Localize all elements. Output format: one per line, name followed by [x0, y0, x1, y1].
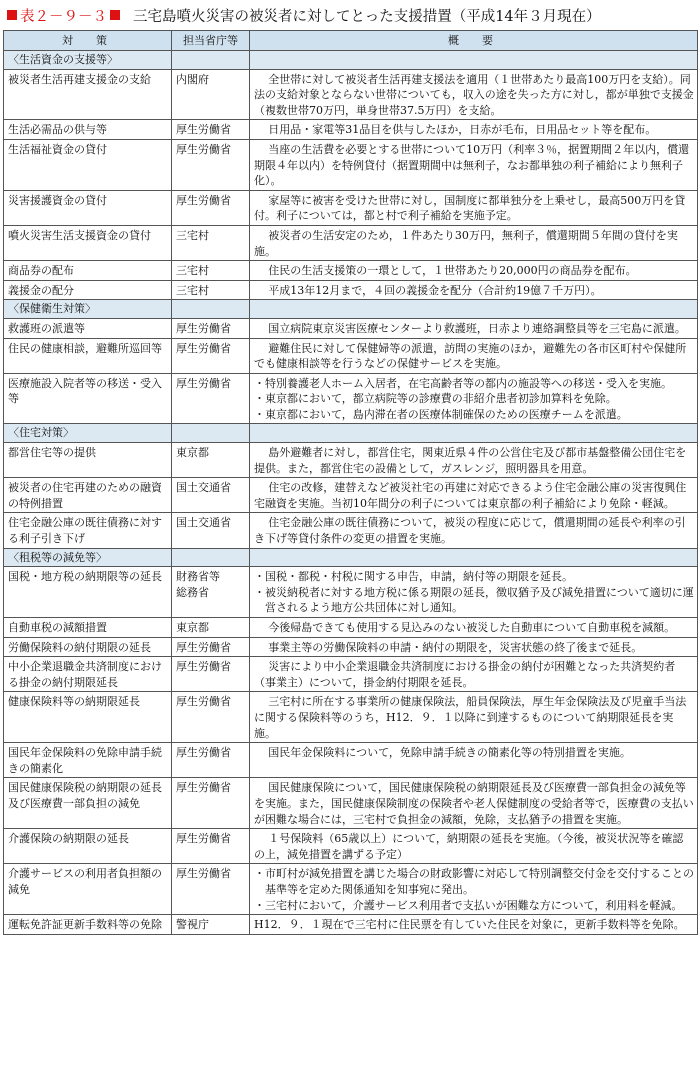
- summary-cell: [250, 743, 698, 778]
- summary-cell: [250, 338, 698, 373]
- section-blank: [250, 424, 698, 443]
- summary-text: ・三宅村において，介護サービス利用者で支払いが困難な方について，利用料を軽減。: [254, 898, 683, 912]
- agency-cell: 厚生労働省: [172, 338, 250, 373]
- measure-cell: 被災者生活再建支援金の支給: [4, 69, 172, 120]
- summary-text: 住民の生活支援策の一環として，１世帯あたり20,000円の商品券を配布。: [268, 264, 637, 278]
- measure-cell: 介護保険の納期限の延長: [4, 829, 172, 864]
- measure-cell: 自動車税の減額措置: [4, 618, 172, 638]
- header-agency: 担当省庁等: [172, 31, 250, 51]
- measure-cell: 生活必需品の供与等: [4, 120, 172, 140]
- summary-text: H12．９．１現在で三宅村に住民票を有していた住民を対象に，更新手数料等を免除。: [254, 918, 685, 932]
- agency-cell: 厚生労働省: [172, 743, 250, 778]
- measure-cell: 国民健康保険税の納期限の延長及び医療費一部負担の減免: [4, 778, 172, 829]
- section-row: [4, 548, 698, 567]
- table-row: [4, 373, 698, 424]
- summary-cell: [250, 139, 698, 190]
- agency-cell: 東京都: [172, 618, 250, 638]
- summary-cell: [250, 567, 698, 618]
- section-blank: [250, 51, 698, 70]
- header-measure: 対 策: [4, 31, 172, 51]
- agency-cell: 国土交通省: [172, 478, 250, 513]
- summary-text: 平成13年12月まで，４回の義援金を配分（合計約19億７千万円）。: [268, 283, 602, 297]
- table-row: [4, 338, 698, 373]
- summary-cell: [250, 657, 698, 692]
- section-title: 〈租税等の減免等〉: [4, 548, 172, 567]
- summary-cell: [250, 618, 698, 638]
- agency-cell: 厚生労働省: [172, 829, 250, 864]
- summary-text: 三宅村に所在する事業所の健康保険法，船員保険法，厚生年金保険法及び児童手当法に関する保険料等のうち，H12．９．１以降に到達するものについて納期限延長を実施。: [254, 695, 687, 740]
- measure-cell: 救護班の派遣等: [4, 318, 172, 338]
- summary-text: 国立病院東京災害医療センターより救護班，日赤より連絡調整員等を三宅島に派遣。: [268, 321, 686, 335]
- table-row: [4, 778, 698, 829]
- summary-text: 日用品・家電等31品目を供与したほか，日赤が毛布，日用品セット等を配布。: [268, 123, 657, 137]
- table-row: [4, 915, 698, 935]
- measure-cell: 国税・地方税の納期限等の延長: [4, 567, 172, 618]
- table-row: [4, 225, 698, 260]
- measure-cell: 災害援護資金の貸付: [4, 190, 172, 225]
- measure-cell: 医療施設入院者等の移送・受入等: [4, 373, 172, 424]
- measure-cell: 健康保険料等の納期限延長: [4, 692, 172, 743]
- measure-cell: 住民の健康相談，避難所巡回等: [4, 338, 172, 373]
- agency-cell: 厚生労働省: [172, 778, 250, 829]
- summary-cell: [250, 915, 698, 935]
- summary-text: 島外避難者に対し，都営住宅，関東近県４件の公営住宅及び都市基盤整備公団住宅を提供。また，都営住宅の設備として，ガスレンジ，照明器具を用意。: [254, 446, 687, 475]
- summary-text: 住宅金融公庫の既往債務について，被災の程度に応じて，償還期間の延長や利率の引き下げ等貸付条件の変更の措置を実施。: [254, 516, 686, 546]
- summary-text: 災害により中小企業退職金共済制度における掛金の納付が困難となった共済契約者（事業主）について，掛金納付期限を延長。: [254, 660, 676, 689]
- measure-cell: 住宅金融公庫の既往債務に対する利子引き下げ: [4, 513, 172, 548]
- table-row: [4, 280, 698, 300]
- section-blank: [172, 300, 250, 319]
- measure-cell: 生活福祉資金の貸付: [4, 139, 172, 190]
- summary-cell: [250, 280, 698, 300]
- support-measures-table: [3, 30, 698, 935]
- summary-cell: [250, 778, 698, 829]
- agency-cell: 内閣府: [172, 69, 250, 120]
- summary-cell: [250, 478, 698, 513]
- agency-cell: 厚生労働省: [172, 657, 250, 692]
- summary-text: 被災者の生活安定のため，１件あたり30万円，無利子，償還期間５年間の貸付を実施。: [254, 228, 678, 258]
- summary-cell: [250, 829, 698, 864]
- measure-cell: 都営住宅等の提供: [4, 443, 172, 478]
- table-caption: 三宅島噴火災害の被災者に対してとった支援措置（平成14年３月現在）: [133, 8, 601, 25]
- measure-cell: 義援金の配分: [4, 280, 172, 300]
- table-row: [4, 261, 698, 281]
- table-row: [4, 567, 698, 618]
- agency-cell: 厚生労働省: [172, 692, 250, 743]
- summary-text: 今後帰島できても使用する見込みのない被災した自動車について自動車税を減額。: [268, 621, 676, 634]
- agency-cell: 警視庁: [172, 915, 250, 935]
- table-row: [4, 829, 698, 864]
- summary-text: 当座の生活費を必要とする世帯について10万円（利率３％，据置期間２年以内，償還期限４年以内）を特例貸付（据置期間中は無利子，なお都単独の利子補給により無利子化）。: [254, 142, 690, 188]
- agency-cell: 厚生労働省: [172, 864, 250, 915]
- measure-cell: 被災者の住宅再建のための融資の特例措置: [4, 478, 172, 513]
- section-blank: [172, 51, 250, 70]
- summary-cell: [250, 443, 698, 478]
- agency-cell: 三宅村: [172, 225, 250, 260]
- agency-cell: 財務省等 総務省: [172, 567, 250, 618]
- measure-cell: 運転免許証更新手数料等の免除: [4, 915, 172, 935]
- summary-text: 国民健康保険について，国民健康保険税の納期限延長及び医療費一部負担金の減免等を実施。また，国民健康保険制度の保険者や老人保健制度の受給者等で，医療費の支払いが困難な場合には，三宅村で負担金の減額，免除，支払猶予の措置を実施。: [254, 781, 694, 826]
- table-row: [4, 139, 698, 190]
- table-title: [0, 0, 700, 30]
- agency-cell: 三宅村: [172, 261, 250, 281]
- table-row: [4, 478, 698, 513]
- red-square-icon: [7, 10, 17, 20]
- measure-cell: 中小企業退職金共済制度における掛金の納付期限延長: [4, 657, 172, 692]
- table-row: [4, 190, 698, 225]
- section-title: 〈生活資金の支援等〉: [4, 51, 172, 70]
- summary-text: ・市町村が減免措置を講じた場合の財政影響に対応して特別調整交付金を交付することの基準等を定めた関係通知を知事宛に発出。: [254, 867, 694, 896]
- summary-cell: [250, 261, 698, 281]
- summary-text: ・東京都において，都立病院等の診療費の非紹介患者初診加算料を免除。: [254, 392, 617, 406]
- measure-cell: 噴火災害生活支援資金の貸付: [4, 225, 172, 260]
- summary-text: ・特別養護老人ホーム入居者，在宅高齢者等の都内の施設等への移送・受入を実施。: [254, 376, 672, 390]
- table-row: [4, 657, 698, 692]
- table-row: [4, 637, 698, 657]
- summary-text: 国民年金保険料について，免除申請手続きの簡素化等の特別措置を実施。: [268, 746, 631, 760]
- header-summary: 概 要: [250, 31, 698, 51]
- table-row: [4, 743, 698, 778]
- summary-cell: [250, 120, 698, 140]
- summary-text: ・東京都において，島内滞在者の医療体制確保のための医療チームを派遣。: [254, 407, 628, 421]
- table-row: [4, 618, 698, 638]
- table-row: [4, 443, 698, 478]
- section-blank: [250, 548, 698, 567]
- table-row: [4, 318, 698, 338]
- section-row: [4, 424, 698, 443]
- measure-cell: 国民年金保険料の免除申請手続きの簡素化: [4, 743, 172, 778]
- summary-text: 家屋等に被害を受けた世帯に対し，国制度に都単独分を上乗せし，最高500万円を貸付。利子については，都と村で利子補給を実施予定。: [254, 193, 686, 223]
- summary-cell: [250, 225, 698, 260]
- summary-text: 事業主等の労働保険料の申請・納付の期限を，災害状態の終了後まで延長。: [268, 640, 643, 654]
- summary-text: 住宅の改修，建替えなど被災社宅の再建に対応できるよう住宅金融公庫の災害復興住宅融資を実施。当初10年間分の利子については東京都の利子補給により免除・軽減。: [254, 481, 687, 510]
- agency-cell: 厚生労働省: [172, 120, 250, 140]
- red-square-icon: [110, 10, 120, 20]
- table-row: [4, 513, 698, 548]
- table-body: [4, 51, 698, 935]
- section-blank: [172, 424, 250, 443]
- agency-cell: 国土交通省: [172, 513, 250, 548]
- summary-text: ・被災納税者に対する地方税に係る期限の延長，徴収猶予及び減免措置について適切に運営されるよう地方公共団体に対し通知。: [254, 585, 694, 615]
- summary-cell: [250, 513, 698, 548]
- summary-cell: [250, 373, 698, 424]
- summary-text: １号保険料（65歳以上）について，納期限の延長を実施。（今後，被災状況等を確認の上，減免措置を講ずる予定）: [254, 832, 684, 861]
- measure-cell: 労働保険料の納付期限の延長: [4, 637, 172, 657]
- summary-cell: [250, 864, 698, 915]
- section-row: [4, 51, 698, 70]
- summary-cell: [250, 190, 698, 225]
- table-row: [4, 69, 698, 120]
- agency-cell: 厚生労働省: [172, 139, 250, 190]
- table-row: [4, 692, 698, 743]
- agency-cell: 厚生労働省: [172, 190, 250, 225]
- summary-text: 避難住民に対して保健婦等の派遣，訪問の実施のほか，避難先の各市区町村や保健所でも健康相談等を行うなどの保健サービスを実施。: [254, 341, 687, 371]
- section-blank: [172, 548, 250, 567]
- header-row: [4, 31, 698, 51]
- agency-cell: 厚生労働省: [172, 637, 250, 657]
- agency-cell: 厚生労働省: [172, 373, 250, 424]
- agency-cell: 三宅村: [172, 280, 250, 300]
- table-row: [4, 864, 698, 915]
- section-row: [4, 300, 698, 319]
- summary-text: 全世帯に対して被災者生活再建支援法を適用（１世帯あたり最高100万円を支給）。同法の支給対象とならない世帯についても，収入の途を失った方に対し，都が単独で支援金（複数世帯70万円，単身世帯37.5万円）を支給。: [254, 72, 694, 117]
- agency-cell: 厚生労働省: [172, 318, 250, 338]
- table-number: 表２－９－３: [20, 8, 107, 25]
- summary-cell: [250, 318, 698, 338]
- section-blank: [250, 300, 698, 319]
- agency-cell: 東京都: [172, 443, 250, 478]
- summary-cell: [250, 69, 698, 120]
- summary-cell: [250, 692, 698, 743]
- summary-cell: [250, 637, 698, 657]
- measure-cell: 介護サービスの利用者負担額の減免: [4, 864, 172, 915]
- section-title: 〈住宅対策〉: [4, 424, 172, 443]
- table-row: [4, 120, 698, 140]
- summary-text: ・国税・都税・村税に関する申告，申請，納付等の期限を延長。: [254, 570, 573, 584]
- section-title: 〈保健衛生対策〉: [4, 300, 172, 319]
- measure-cell: 商品券の配布: [4, 261, 172, 281]
